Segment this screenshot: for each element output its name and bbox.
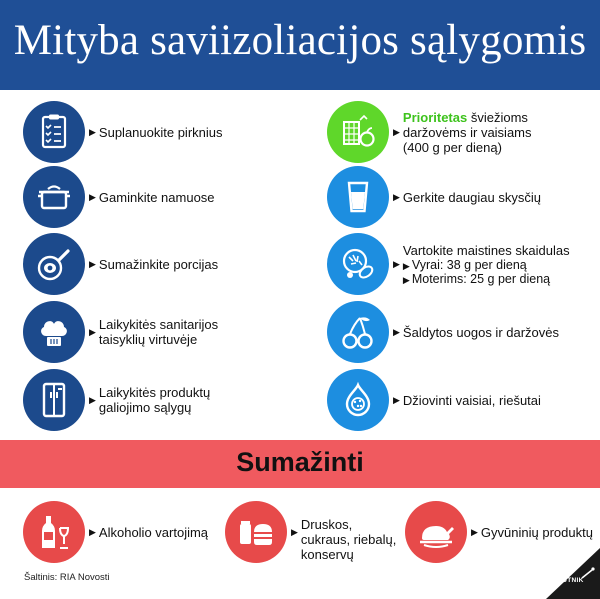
tip-text: Prioritetas šviežioms daržovėms ir vaisiams (400 g per dieną): [402, 109, 532, 155]
priority-highlight: Prioritetas: [402, 109, 468, 125]
checklist-icon: [23, 101, 85, 163]
tip-text: Šaldytos uogos ir daržovės: [402, 324, 560, 340]
logo-text: SPUTNIK: [553, 577, 584, 584]
tip-text: Gaminkite namuose: [98, 189, 215, 205]
reduce-salt-sugar-fat: [225, 501, 396, 563]
tip-frozen: [327, 301, 559, 363]
water-glass-icon: [327, 166, 389, 228]
tip-cook-home: [23, 166, 215, 228]
tip-priority-vegetables: [327, 101, 532, 163]
arrow-bullet-icon: ▶: [393, 126, 400, 137]
arrow-bullet-icon: ▶: [89, 258, 96, 269]
arrow-bullet-icon: ▶: [89, 394, 96, 405]
sputnik-logo: [546, 548, 600, 599]
cooking-pot-icon: [23, 166, 85, 228]
tip-text: Suplanuokite pirknius: [98, 124, 223, 140]
arrow-bullet-icon: ▶: [89, 126, 96, 137]
arrow-bullet-icon: ▶: [89, 326, 96, 337]
arrow-bullet-icon: ▶: [89, 526, 96, 537]
arrow-bullet-icon: ▶: [291, 526, 298, 537]
tip-text: Laikykitės sanitarijos taisyklių virtuvėje: [98, 317, 219, 347]
arrow-bullet-icon: ▶: [402, 260, 410, 271]
tip-drink-more: [327, 166, 541, 228]
reduce-text: Druskos, cukraus, riebalų, konservų: [300, 516, 397, 562]
tip-fiber: [327, 233, 570, 295]
grains-nuts-icon: [327, 233, 389, 295]
tip-expiry: [23, 369, 210, 431]
source-note: Šaltinis: RIA Novosti: [24, 572, 110, 583]
tip-dried-fruit: [327, 369, 541, 431]
tip-reduce-portions: [23, 233, 218, 295]
page-title: Mityba saviizoliacijos sąlygomis: [13, 17, 587, 64]
arrow-bullet-icon: ▶: [393, 191, 400, 202]
tip-text: Vartokite maistines skaidulas ▶ Vyrai: 38 g per dieną ▶ Moterims: 25 g per dieną: [402, 242, 570, 286]
arrow-bullet-icon: ▶: [402, 274, 410, 285]
tip-sanitation: [23, 301, 218, 363]
reduce-text: Alkoholio vartojimą: [98, 524, 209, 540]
cherries-icon: [327, 301, 389, 363]
reduce-text: Gyvūninių produktų: [480, 524, 593, 540]
arrow-bullet-icon: ▶: [471, 526, 478, 537]
tip-text: Džiovinti vaisiai, riešutai: [402, 392, 541, 408]
frying-pan-egg-icon: [23, 233, 85, 295]
tip-text: Laikykitės produktų galiojimo sąlygų: [98, 385, 211, 415]
arrow-bullet-icon: ▶: [393, 258, 400, 269]
reduce-title: Sumažinti: [236, 447, 364, 477]
arrow-bullet-icon: ▶: [393, 394, 400, 405]
tip-plan-shopping: [23, 101, 223, 163]
refrigerator-icon: [23, 369, 85, 431]
wine-bottle-icon: [23, 501, 85, 563]
dried-fruit-icon: [327, 369, 389, 431]
tip-text: Sumažinkite porcijas: [98, 256, 219, 272]
arrow-bullet-icon: ▶: [393, 326, 400, 337]
vegetables-basket-icon: [327, 101, 389, 163]
reduce-alcohol: [23, 501, 208, 563]
roast-chicken-icon: [405, 501, 467, 563]
arrow-bullet-icon: ▶: [89, 191, 96, 202]
burger-jar-icon: [225, 501, 287, 563]
chef-hat-icon: [23, 301, 85, 363]
tip-text: Gerkite daugiau skysčių: [402, 189, 541, 205]
